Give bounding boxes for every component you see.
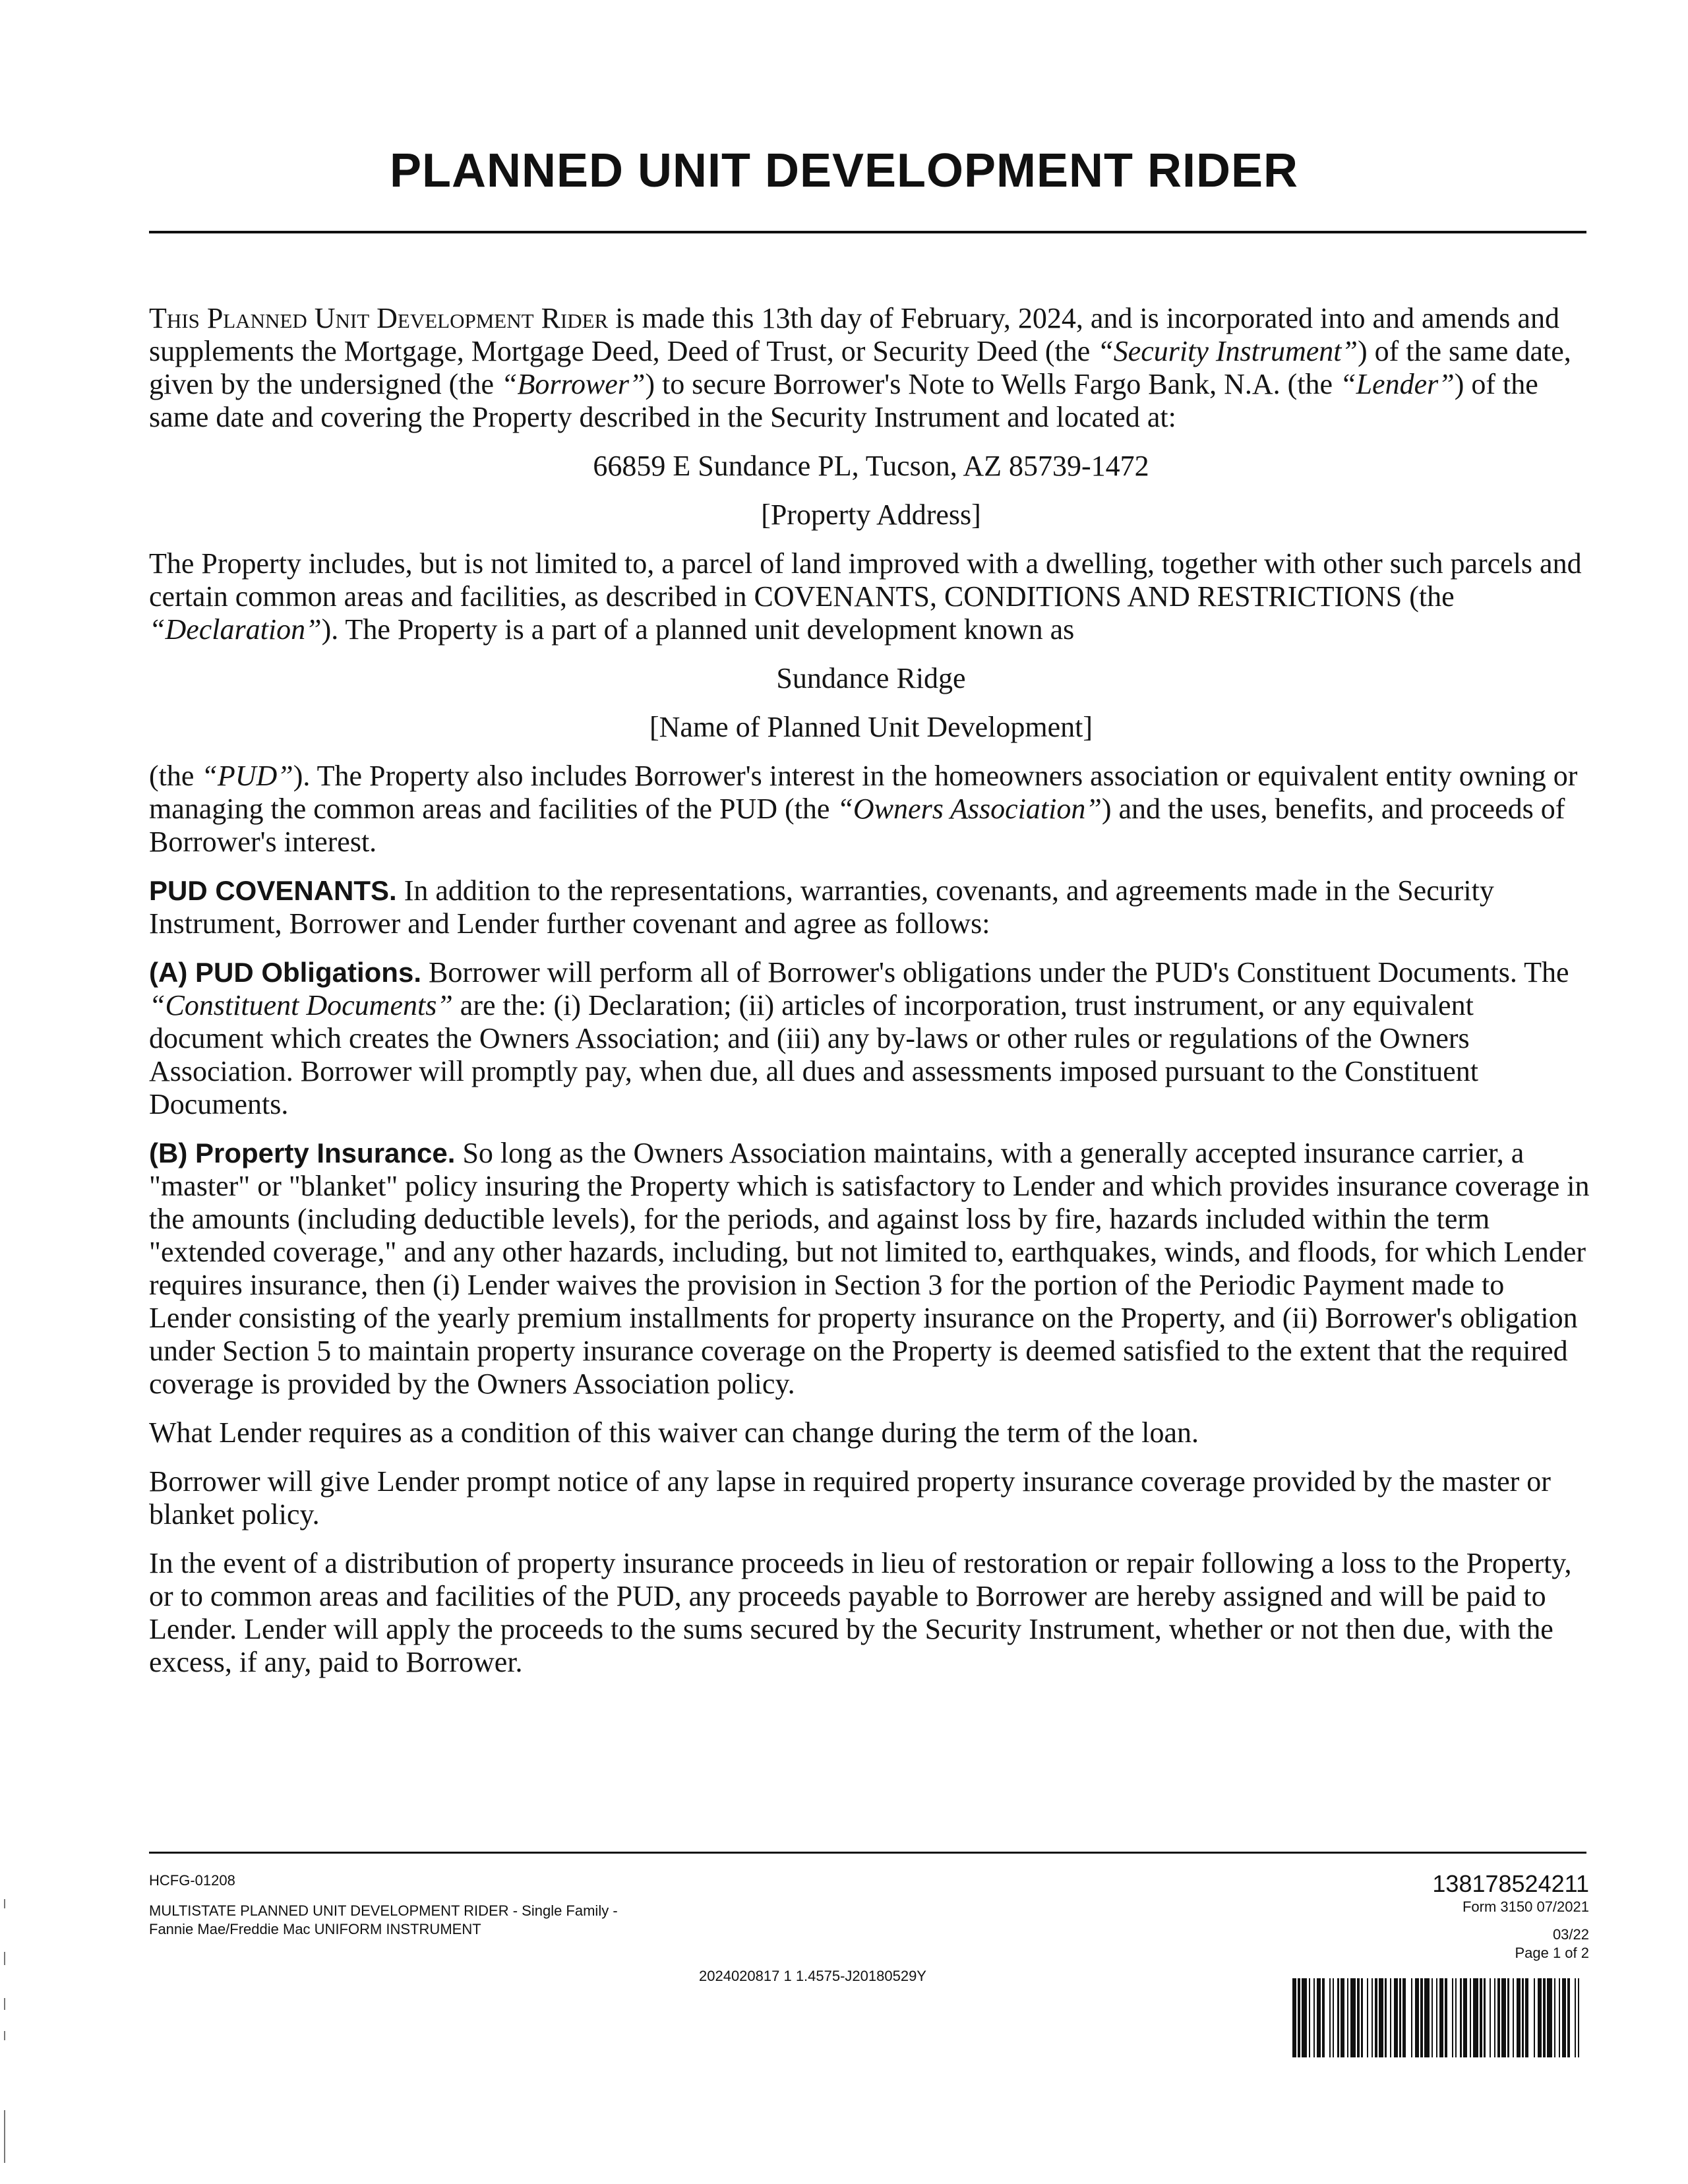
pud-name: Sundance Ridge [776,662,966,694]
barcode-bar [1402,1978,1406,2057]
revision-date: 03/22 [1552,1926,1589,1943]
section-b-proceeds-paragraph: In the event of a distribution of property insurance proceeds in lieu of restoration or repair following a loss to the Property, or to common areas and facilities of the PUD, any proceeds payable to Borrower are hereby assigned and will be paid to Lender. Lender will apply the proceeds to the sums secured by the Security Instrument, whether or not then due, with the excess, if any, paid to Borrower. [149,1547,1572,1678]
property-address-label: [Property Address] [761,499,981,531]
barcode-bar [1538,1978,1542,2057]
barcode-bar [1494,1978,1495,2057]
barcode-bar [1501,1978,1506,2057]
barcode-bar [1298,1978,1300,2057]
property-paragraph: The Property includes, but is not limited to, a parcel of land improved with a dwelling, together with other such parcels and certain common areas and facilities, as described in COVENANTS, CONDITIONS AND RESTRICTIONS (the “Declaration”). The Property is a part of a planned unit development known as [149,547,1582,646]
barcode-bar [1372,1978,1373,2057]
barcode-bar [1473,1978,1478,2057]
barcode-bar [1361,1978,1363,2057]
loan-number: 138178524211 [1432,1870,1589,1897]
footer-code: HCFG-01208 [149,1872,235,1889]
barcode-bar [1534,1978,1535,2057]
barcode-bar [1390,1978,1391,2057]
barcode-bar [1480,1978,1482,2057]
footer-form-line1: MULTISTATE PLANNED UNIT DEVELOPMENT RIDER - Single Family - [149,1902,618,1919]
barcode-bar [1350,1978,1356,2057]
barcode-bar [1337,1978,1339,2057]
barcode-bar [1547,1978,1552,2057]
barcode-bar [1415,1978,1419,2057]
term-security-instrument: “Security Instrument” [1097,335,1358,367]
barcode-bar [1490,1978,1491,2057]
barcode-bar [1317,1978,1321,2057]
pud-name-label: [Name of Planned Unit Development] [649,711,1093,743]
barcode-icon [1292,1978,1581,2057]
barcode-bar [1424,1978,1430,2057]
footer-form-line2: Fannie Mae/Freddie Mac UNIFORM INSTRUMENT [149,1921,481,1937]
barcode-bar [1379,1978,1383,2057]
property-address: 66859 E Sundance PL, Tucson, AZ 85739-1472 [593,450,1149,482]
barcode-bar [1432,1978,1433,2057]
barcode-bar [1375,1978,1377,2057]
section-b-heading: (B) Property Insurance. [149,1138,456,1168]
barcode-bar [1313,1978,1315,2057]
footer-doc-id: 2024020817 1 1.4575-J20180529Y [699,1968,926,1984]
term-constituent-documents: “Constituent Documents” [149,989,453,1021]
barcode-bar [1578,1978,1579,2057]
barcode-bar [1525,1978,1528,2057]
barcode-bar [1445,1978,1447,2057]
section-b-paragraph: (B) Property Insurance. So long as the Owners Association maintains, with a generally accepted insurance carrier, a "master" or "blanket" policy insuring the Property which is satisfactory to Lender and which provides insurance coverage in the amounts (including deductible levels), for the periods, and against loss by fire, hazards included within the term "extended coverage," and any other hazards, including, but not limited to, earthquakes, winds, and floods, for which Lender requires insurance, then (i) Lender waives the provision in Section 3 for the portion of the Periodic Payment made to Lender consisting of the yearly premium installments for property insurance on the Property, and (ii) Borrower's obligation under Section 5 to maintain property insurance coverage on the Property is deemed satisfied to the extent that the required coverage is provided by the Owners Association policy. [149,1137,1590,1400]
barcode-bar [1436,1978,1437,2057]
barcode-bar [1357,1978,1360,2057]
barcode-bar [1575,1978,1576,2057]
barcode-bar [1559,1978,1560,2057]
term-lender: “Lender” [1340,368,1455,400]
intro-paragraph: This Planned Unit Development Rider is made this 13th day of February, 2024, and is incorporated into and amends and supplements the Mortgage, Mortgage Deed, Deed of Trust, or Security Deed (the “Security Instrument”) of the same date, given by the undersigned (the “Borrower”) to secure Borrower's Note to Wells Fargo Bank, N.A. (the “Lender”) of the same date and covering the Property described in the Security Instrument and located at: [149,302,1571,433]
barcode-bar [1484,1978,1486,2057]
barcode-bar [1463,1978,1467,2057]
section-a-paragraph: (A) PUD Obligations. Borrower will perform all of Borrower's obligations under the PUD's Constituent Documents. The “Constituent Documents” are the: (i) Declaration; (ii) articles of incorporation, trust instrument, or any equivalent document which creates the Owners Association; and (iii) any by-laws or other rules or regulations of the Owners Association. Borrower will promptly pay, when due, all dues and assessments imposed pursuant to the Constituent Documents. [149,956,1569,1120]
barcode-bar [1507,1978,1509,2057]
covenants-paragraph: PUD COVENANTS. In addition to the representations, warranties, covenants, and agreements made in the Security Instrument, Borrower and Lender further covenant and agree as follows: [149,874,1494,940]
form-number: Form 3150 07/2021 [1462,1898,1589,1915]
barcode-bar [1513,1978,1514,2057]
pud-paragraph: (the “PUD”). The Property also includes Borrower's interest in the homeowners association or equivalent entity owning or managing the common areas and facilities of the PUD (the “Owners Association”) and the uses, benefits, and proceeds of Borrower's interest. [149,760,1578,858]
term-pud: “PUD” [201,760,293,792]
barcode-bar [1292,1978,1296,2057]
scan-margin-marks [0,0,13,2184]
barcode-bar [1554,1978,1555,2057]
footer-left [149,1871,808,1939]
barcode-bar [1309,1978,1310,2057]
barcode-bar [1460,1978,1462,2057]
barcode-bar [1452,1978,1453,2057]
barcode-bar [1439,1978,1443,2057]
barcode-bar [1543,1978,1546,2057]
document-body [149,302,1593,1695]
page-number: Page 1 of 2 [1515,1945,1589,1961]
barcode-bar [1420,1978,1423,2057]
barcode-bar [1385,1978,1387,2057]
footer-divider [149,1852,1586,1854]
covenants-heading: PUD COVENANTS. [149,875,397,906]
barcode-bar [1329,1978,1331,2057]
barcode-bar [1341,1978,1344,2057]
barcode-bar [1497,1978,1500,2057]
title-divider [149,231,1586,233]
barcode-bar [1302,1978,1307,2057]
barcode-bar [1562,1978,1566,2057]
barcode-bar [1522,1978,1524,2057]
barcode-bar [1399,1978,1401,2057]
term-declaration: “Declaration” [149,613,322,646]
barcode-bar [1411,1978,1412,2057]
barcode-bar [1394,1978,1398,2057]
barcode-bar [1347,1978,1348,2057]
barcode-bar [1333,1978,1334,2057]
barcode-bar [1517,1978,1521,2057]
barcode-bar [1567,1978,1570,2057]
footer-right [1128,1870,1589,1962]
section-a-heading: (A) PUD Obligations. [149,957,421,988]
barcode-bar [1470,1978,1471,2057]
document-title: PLANNED UNIT DEVELOPMENT RIDER [389,144,1299,197]
barcode-bar [1367,1978,1368,2057]
section-b-waiver-paragraph: What Lender requires as a condition of this waiver can change during the term of the loan. [149,1416,1199,1449]
section-b-notice-paragraph: Borrower will give Lender prompt notice of any lapse in required property insurance coverage provided by the master or blanket policy. [149,1465,1551,1531]
barcode-bar [1322,1978,1325,2057]
intro-lead: This Planned Unit Development Rider [149,302,609,334]
barcode-bar [1455,1978,1457,2057]
term-borrower: “Borrower” [500,368,646,400]
term-owners-association: “Owners Association” [837,793,1102,825]
